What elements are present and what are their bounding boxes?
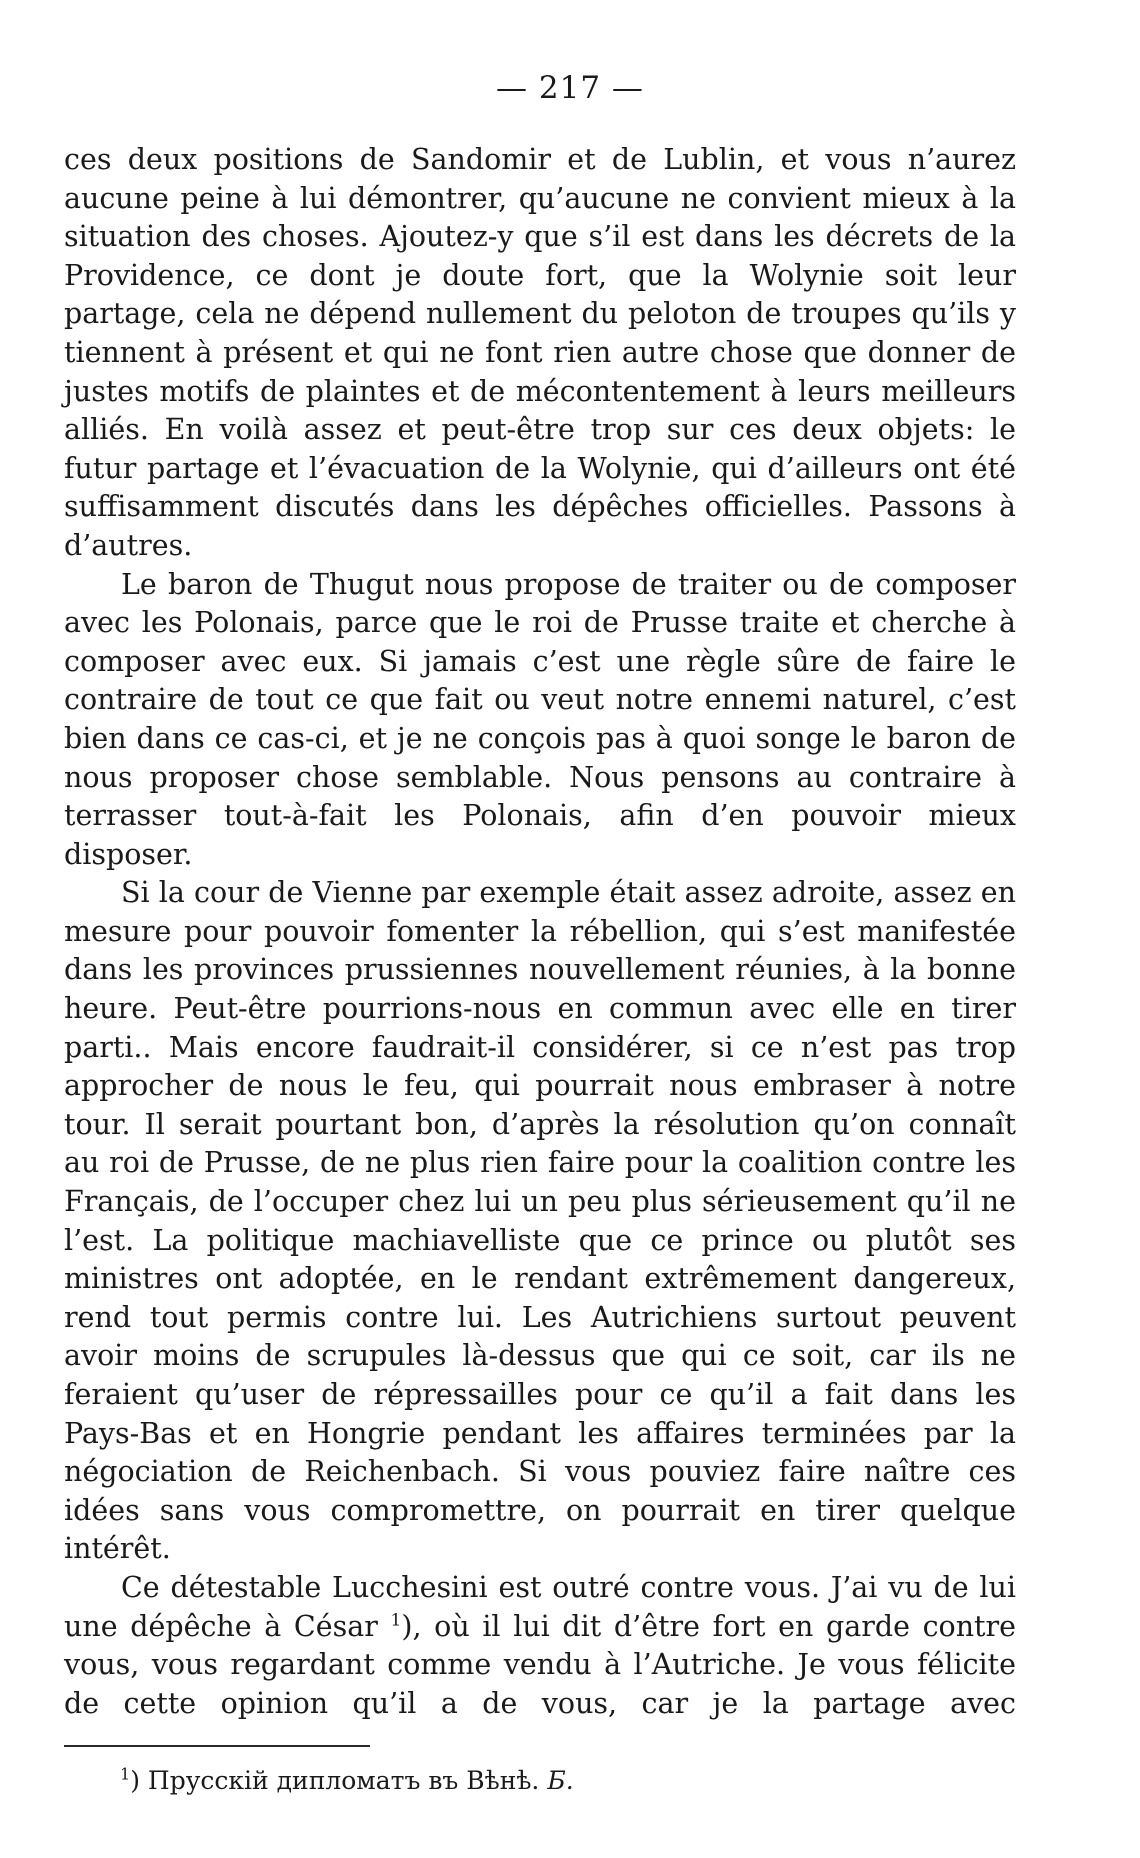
paragraph-4-text-end: ), où il lui dit d’être fort en garde contre vous, vous regardant comme vendu à l’Autriche. Je vous félicite de cette opinion qu’il a de vous, car je la partage avec (64, 1609, 1016, 1720)
body-text (64, 141, 1016, 1723)
page-number: — 217 — (496, 70, 644, 106)
footnote-reference: 1 (390, 1610, 402, 1631)
footnote-text: ) Прусскій дипломатъ въ Вѣнѣ. (130, 1766, 540, 1795)
footnote-mark: 1 (120, 1764, 131, 1784)
footnote (120, 1765, 574, 1797)
footnote-divider (64, 1745, 370, 1747)
paragraph-3: Si la cour de Vienne par exemple était assez adroite, assez en mesure pour pouvoir fomenter la rébellion, qui s’est manifestée dans les provinces prussiennes nouvellement réunies, à la bonne heure. Peut-être pourrions-nous en commun avec elle en tirer parti.. Mais encore faudrait-il considérer, si ce n’est pas trop approcher de nous le feu, qui pourrait nous embraser à notre tour. Il serait pourtant bon, d’après la résolution qu’on connaît au roi de Prusse, de ne plus rien faire pour la coalition contre les Français, de l’occuper chez lui un peu plus sérieusement qu’il ne l’est. La politique machiavelliste que ce prince ou plutôt ses ministres ont adoptée, en le rendant extrêmement dangereux, rend tout permis contre lui. Les Autrichiens surtout peuvent avoir moins de scrupules là-dessus que qui ce soit, car ils ne feraient qu’user de répressailles pour ce qu’il a fait dans les Pays-Bas et en Hongrie pendant les affaires terminées par la négociation de Reichenbach. Si vous pouviez faire naître ces idées sans vous compromettre, on pourrait en tirer quelque intérêt. (64, 876, 1016, 1566)
paragraph-4 (64, 1569, 1016, 1723)
paragraph-1: ces deux positions de Sandomir et de Lublin, et vous n’aurez aucune peine à lui démontrer, qu’aucune ne convient mieux à la situation des choses. Ajoutez-y que s’il est dans les décrets de la Providence, ce dont je doute fort, que la Wolynie soit leur partage, cela ne dépend nullement du peloton de troupes qu’ils y tiennent à présent et qui ne font rien autre chose que donner de justes motifs de plaintes et de mécontentement à leurs meilleurs alliés. En voilà assez et peut-être trop sur ces deux objets: le futur partage et l’évacuation de la Wolynie, qui d’ailleurs ont été suffisamment discutés dans les dépêches officielles. Passons à d’autres. (64, 143, 1016, 562)
paragraph-2: Le baron de Thugut nous propose de traiter ou de composer avec les Polonais, parce que le roi de Prusse traite et cherche à composer avec eux. Si jamais c’est une règle sûre de faire le contraire de tout ce que fait ou veut notre ennemi naturel, c’est bien dans ce cas-ci, et je ne conçois pas à quoi songe le baron de nous proposer chose semblable. Nous pensons au contraire à terrasser tout-à-fait les Polonais, afin d’en pouvoir mieux disposer. (64, 567, 1016, 871)
footnote-signature: Б. (547, 1766, 574, 1795)
paragraph-4-text-start: Ce détestable Lucchesini est outré contre vous. J’ai vu de lui une dépêche à César (64, 1570, 1016, 1643)
